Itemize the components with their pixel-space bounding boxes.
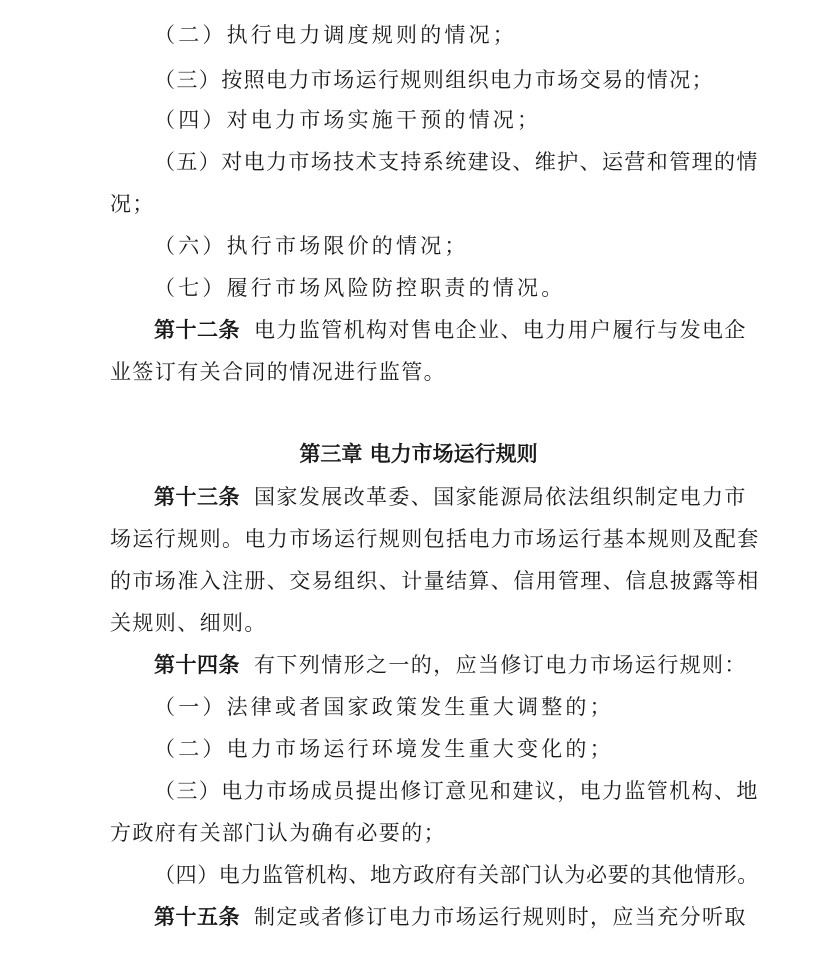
chapter-heading: 第三章 电力市场运行规则 xyxy=(299,442,538,466)
list-item: （四）电力监管机构、地方政府有关部门认为必要的其他情形。 xyxy=(154,863,759,887)
article-label: 第十二条 xyxy=(154,318,240,342)
article-text: 电力监管机构对售电企业、电力用户履行与发电企 xyxy=(254,318,747,342)
article-13-continuation: 关规则、细则。 xyxy=(110,611,267,635)
article-12-continuation: 业签订有关合同的情况进行监管。 xyxy=(110,360,446,384)
list-item: （四）对电力市场实施干预的情况； xyxy=(154,108,542,132)
article-text: 国家发展改革委、国家能源局依法组织制定电力市 xyxy=(254,485,747,509)
article-13-continuation: 场运行规则。电力市场运行规则包括电力市场运行基本规则及配套 xyxy=(110,527,760,551)
article-text: 制定或者修订电力市场运行规则时，应当充分听取 xyxy=(254,905,747,929)
list-item: （三）电力市场成员提出修订意见和建议，电力监管机构、地 xyxy=(154,779,759,803)
article-13-continuation: 的市场准入注册、交易组织、计量结算、信用管理、信息披露等相 xyxy=(110,569,760,593)
list-item: （五）对电力市场技术支持系统建设、维护、运营和管理的情 xyxy=(154,150,759,174)
article-label: 第十三条 xyxy=(154,485,240,509)
list-item-continuation: 方政府有关部门认为确有必要的； xyxy=(110,821,446,845)
list-item: （一）法律或者国家政策发生重大调整的； xyxy=(154,695,614,719)
list-item: （二）执行电力调度规则的情况； xyxy=(154,23,517,47)
list-item-continuation: 况； xyxy=(110,192,155,216)
article-13 xyxy=(154,482,774,512)
article-label: 第十四条 xyxy=(154,653,240,677)
list-item: （六）执行市场限价的情况； xyxy=(154,234,469,258)
article-12 xyxy=(154,315,774,345)
article-label: 第十五条 xyxy=(154,905,240,929)
article-14 xyxy=(154,650,774,680)
list-item: （七）履行市场风险防控职责的情况。 xyxy=(154,276,566,300)
article-15 xyxy=(154,902,774,932)
article-text: 有下列情形之一的，应当修订电力市场运行规则： xyxy=(254,653,747,677)
list-item: （三）按照电力市场运行规则组织电力市场交易的情况； xyxy=(154,68,714,92)
list-item: （二）电力市场运行环境发生重大变化的； xyxy=(154,737,614,761)
